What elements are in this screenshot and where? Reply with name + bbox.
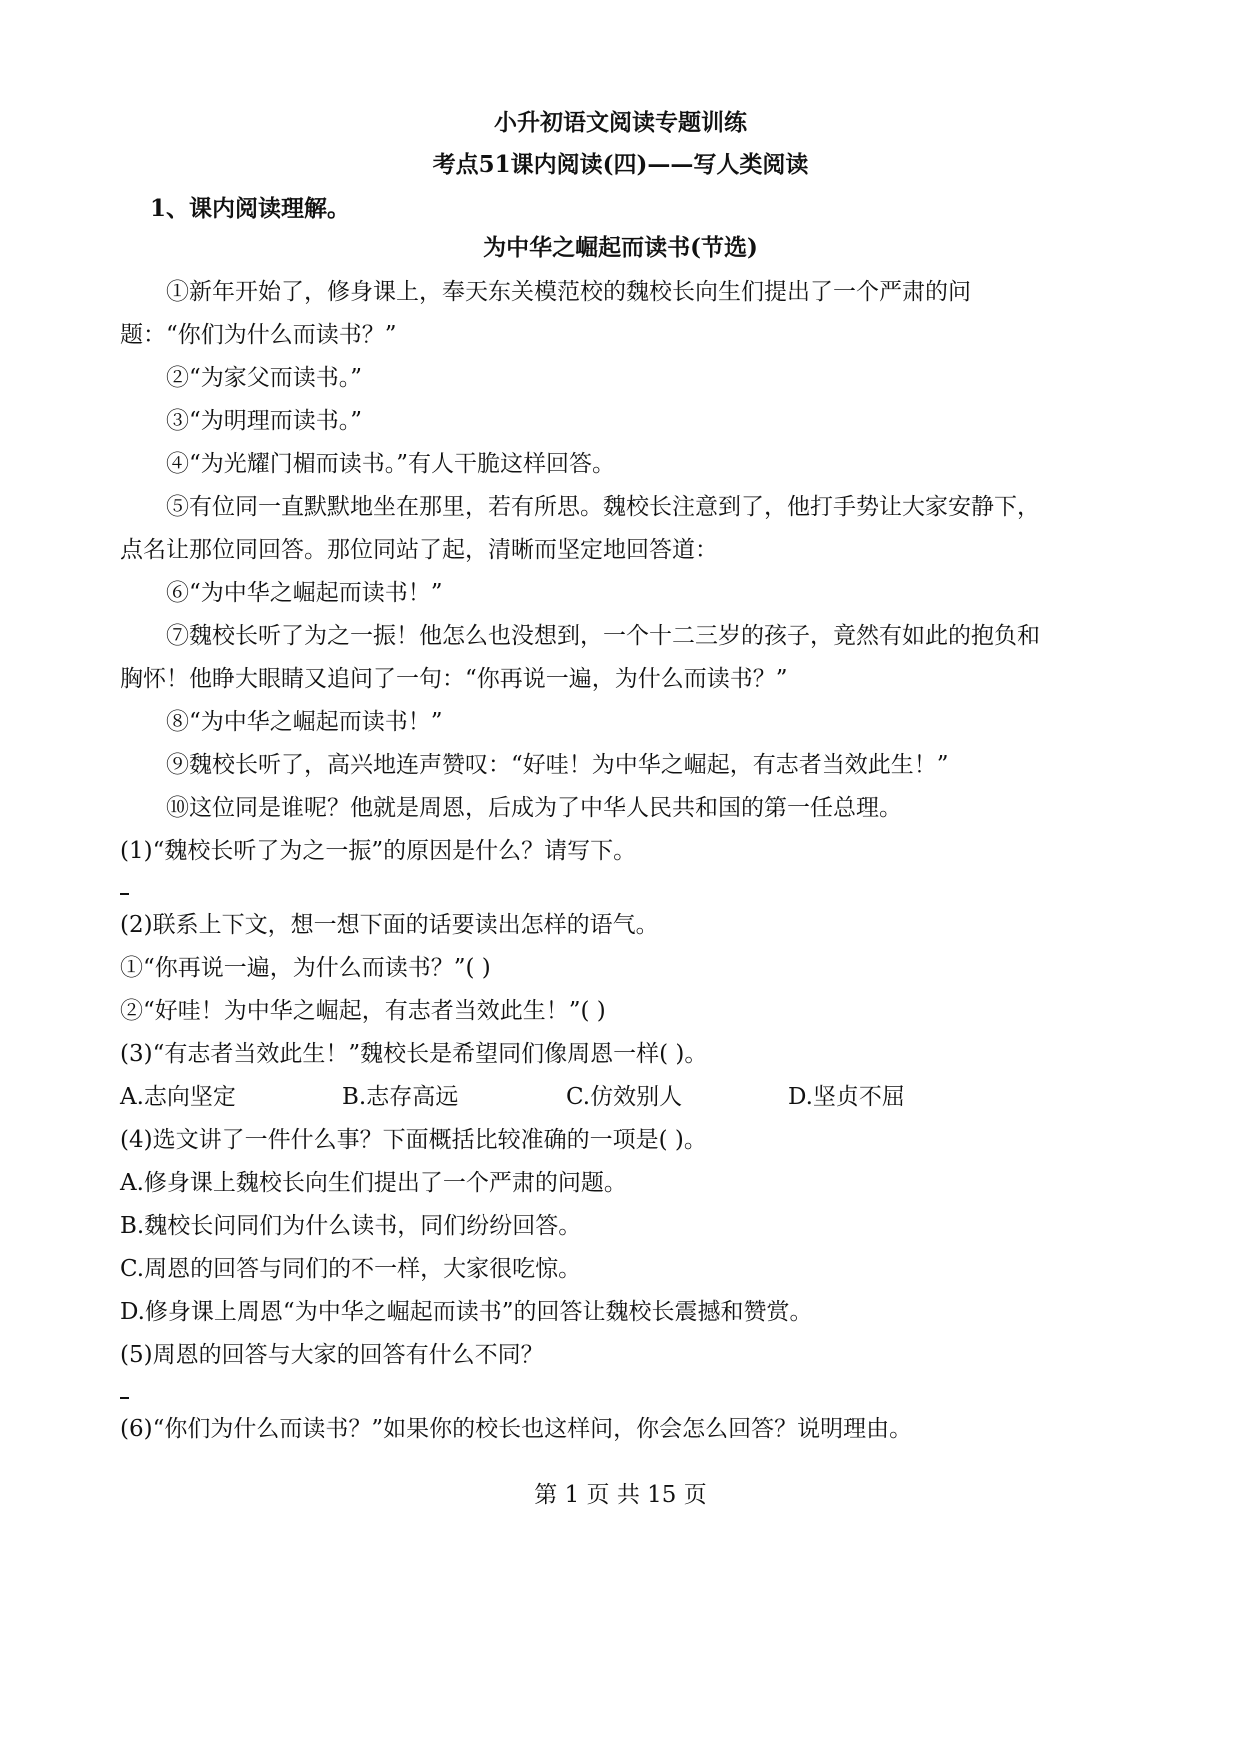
- paragraph-5-line-2: 点名让那位同回答。那位同站了起，清晰而坚定地回答道：: [120, 537, 718, 563]
- paragraph-3: ③“为明理而读书。”: [166, 408, 363, 434]
- paragraph-9: ⑨魏校长听了，高兴地连声赞叹：“好哇！为中华之崛起，有志者当效此生！”: [166, 752, 949, 778]
- paragraph-7-line-1: ⑦魏校长听了为之一振！他怎么也没想到，一个十二三岁的孩子，竟然有如此的抱负和: [166, 623, 1040, 649]
- passage-title: 为中华之崛起而读书(节选): [483, 234, 758, 261]
- question-4-option-c: C.周恩的回答与同们的不一样，大家很吃惊。: [120, 1256, 582, 1282]
- paragraph-2: ②“为家父而读书。”: [166, 365, 363, 391]
- paragraph-6: ⑥“为中华之崛起而读书！”: [166, 580, 443, 606]
- question-3: (3)“有志者当效此生！”魏校长是希望同们像周恩一样( )。: [120, 1041, 708, 1067]
- paragraph-7-line-2: 胸怀！他睁大眼睛又追问了一句：“你再说一遍，为什么而读书？”: [120, 666, 788, 692]
- section-heading: 1、课内阅读理解。: [150, 195, 351, 222]
- question-4-option-b: B.魏校长问同们为什么读书，同们纷纷回答。: [120, 1213, 582, 1239]
- question-4-option-a: A.修身课上魏校长向生们提出了一个严肃的问题。: [120, 1170, 627, 1196]
- question-2-item-2: ②“好哇！为中华之崛起，有志者当效此生！”( ): [120, 998, 606, 1024]
- option-d: D.坚贞不屈: [788, 1084, 905, 1110]
- question-4: (4)选文讲了一件什么事？下面概括比较准确的一项是( )。: [120, 1127, 707, 1153]
- question-4-option-d: D.修身课上周恩“为中华之崛起而读书”的回答让魏校长震撼和赞赏。: [120, 1299, 813, 1325]
- option-b: B.志存高远: [342, 1084, 459, 1110]
- document-subtitle: 考点51课内阅读(四)——写人类阅读: [432, 151, 809, 178]
- question-2-item-1: ①“你再说一遍，为什么而读书？”( ): [120, 955, 491, 981]
- answer-blank-1: [120, 893, 129, 895]
- answer-blank-5: [120, 1397, 129, 1399]
- paragraph-10: ⑩这位同是谁呢？他就是周恩，后成为了中华人民共和国的第一任总理。: [166, 795, 902, 821]
- paragraph-8: ⑧“为中华之崛起而读书！”: [166, 709, 443, 735]
- document-title: 小升初语文阅读专题训练: [494, 109, 747, 136]
- paragraph-4: ④“为光耀门楣而读书。”有人干脆这样回答。: [166, 451, 616, 477]
- paragraph-5-line-1: ⑤有位同一直默默地坐在那里，若有所思。魏校长注意到了，他打手势让大家安静下，: [166, 494, 1040, 520]
- paragraph-1-line-2: 题：“你们为什么而读书？”: [120, 322, 397, 348]
- option-c: C.仿效别人: [566, 1084, 683, 1110]
- option-a: A.志向坚定: [120, 1084, 236, 1110]
- page-footer: 第 1 页 共 15 页: [534, 1482, 707, 1508]
- question-2: (2)联系上下文，想一想下面的话要读出怎样的语气。: [120, 912, 659, 938]
- question-5: (5)周恩的回答与大家的回答有什么不同？: [120, 1342, 544, 1368]
- paragraph-1-line-1: ①新年开始了，修身课上，奉天东关模范校的魏校长向生们提出了一个严肃的问: [166, 279, 971, 305]
- question-6: (6)“你们为什么而读书？”如果你的校长也这样问，你会怎么回答？说明理由。: [120, 1416, 913, 1442]
- question-1: (1)“魏校长听了为之一振”的原因是什么？请写下。: [120, 838, 637, 864]
- question-3-options: [120, 1082, 1120, 1112]
